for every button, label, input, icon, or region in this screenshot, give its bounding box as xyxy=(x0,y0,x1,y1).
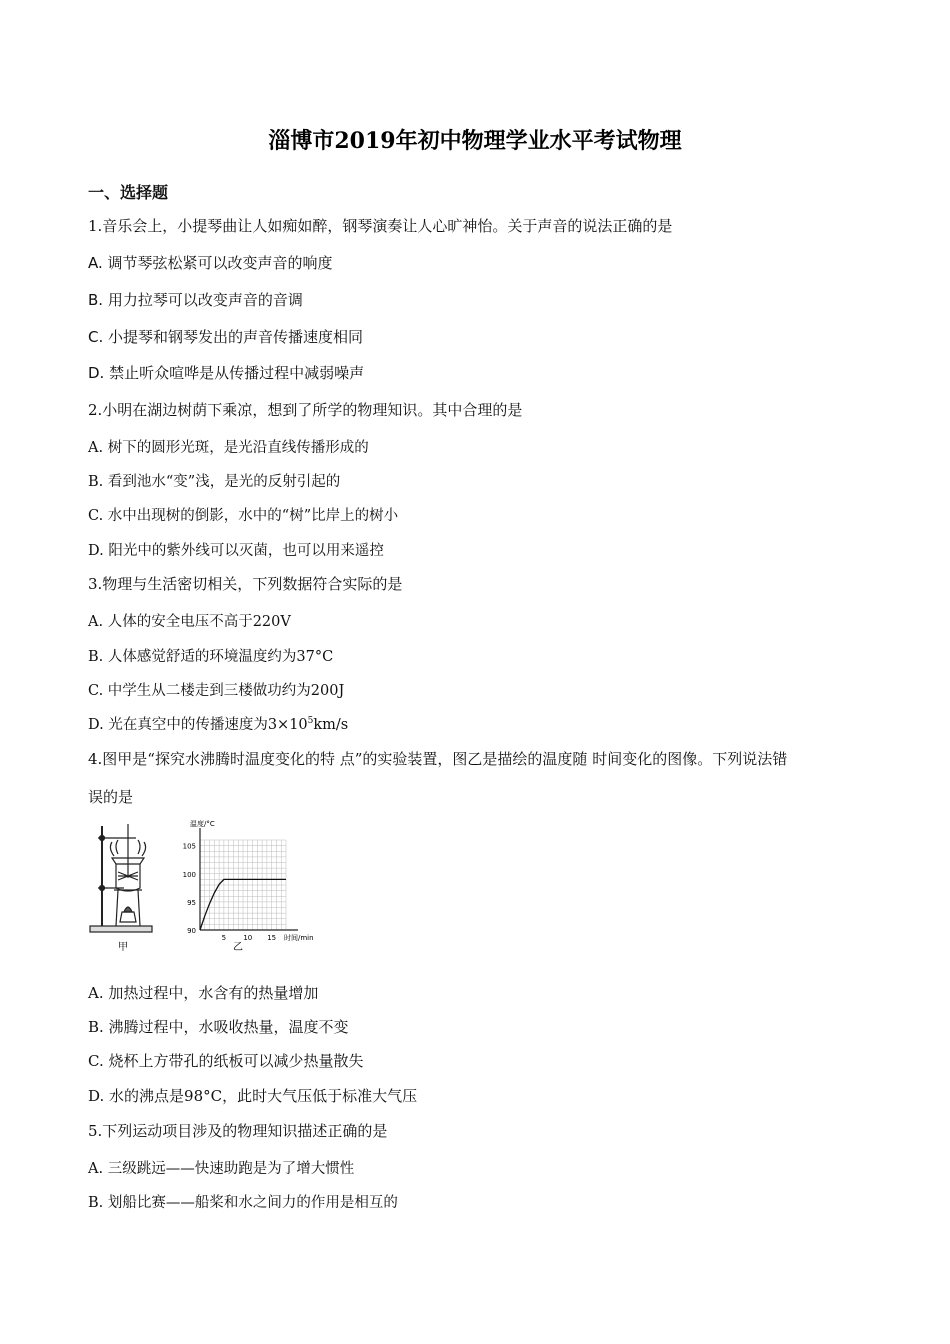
y-tick-label: 100 xyxy=(182,870,196,879)
question-5-stem: 5.下列运动项目涉及的物理知识描述正确的是 xyxy=(88,1122,388,1140)
q3-option-a: A. 人体的安全电压不高于220V xyxy=(88,614,291,630)
q5-option-a: A. 三级跳远——快速助跑是为了增大惯性 xyxy=(88,1161,355,1177)
stand-leg-left xyxy=(116,890,118,926)
y-tick-label: 105 xyxy=(182,842,196,851)
page-title: 淄博市2019年初中物理学业水平考试物理 xyxy=(268,128,682,154)
question-2-stem: 2.小明在湖边树荫下乘凉，想到了所学的物理知识。其中合理的是 xyxy=(88,401,523,419)
apparatus-base xyxy=(90,926,152,932)
q3-option-d-suffix: km/s xyxy=(313,717,349,733)
stand-leg-right xyxy=(138,890,140,926)
q4-option-d: D. 水的沸点是98°C，此时大气压低于标准大气压 xyxy=(88,1087,418,1105)
x-axis-label: 时间/min xyxy=(284,934,314,942)
q1-option-c: C. 小提琴和钢琴发出的声音传播速度相同 xyxy=(88,328,364,346)
q1-option-d: D. 禁止听众喧哗是从传播过程中减弱噪声 xyxy=(88,364,365,382)
y-tick-label: 95 xyxy=(187,898,196,907)
q3-option-d-prefix: D. 光在真空中的传播速度为3×10 xyxy=(88,717,308,733)
flame xyxy=(124,907,132,912)
label-yi: 乙 xyxy=(233,942,243,953)
q2-option-b: B. 看到池水“变”浅，是光的反射引起的 xyxy=(88,474,341,490)
section-heading: 一、选择题 xyxy=(88,183,169,202)
q3-option-b: B. 人体感觉舒适的环境温度约为37°C xyxy=(88,649,334,665)
figure-svg xyxy=(88,818,320,958)
q4-option-c: C. 烧杯上方带孔的纸板可以减少热量散失 xyxy=(88,1052,364,1070)
y-axis-label: 温度/°C xyxy=(190,820,215,828)
question-3-stem: 3.物理与生活密切相关，下列数据符合实际的是 xyxy=(88,575,403,593)
x-tick-label: 5 xyxy=(221,934,227,942)
question-4-stem-line1: 4.图甲是“探究水沸腾时温度变化的特 点”的实验装置，图乙是描绘的温度随 时间变化的图像。下列说法错 xyxy=(88,750,788,768)
y-tick-label: 90 xyxy=(187,927,196,935)
alcohol-lamp xyxy=(120,912,136,922)
question-4-figure xyxy=(88,818,320,958)
q2-option-c: C. 水中出现树的倒影，水中的“树”比岸上的树小 xyxy=(88,508,399,524)
question-4-stem-line2: 误的是 xyxy=(88,788,134,806)
x-tick-label: 10 xyxy=(243,934,253,942)
q3-option-d xyxy=(88,713,348,734)
label-jia: 甲 xyxy=(118,942,128,953)
temperature-chart xyxy=(183,819,314,953)
q4-option-a: A. 加热过程中，水含有的热量增加 xyxy=(88,984,319,1002)
clamp-knob-lower xyxy=(100,886,105,891)
apparatus-drawing xyxy=(90,824,152,932)
q1-option-b: B. 用力拉琴可以改变声音的音调 xyxy=(88,291,303,309)
clamp-knob-upper xyxy=(100,836,105,841)
x-tick-label: 15 xyxy=(267,934,277,942)
q1-option-a: A. 调节琴弦松紧可以改变声音的响度 xyxy=(88,254,333,272)
q5-option-b: B. 划船比赛——船桨和水之间力的作用是相互的 xyxy=(88,1195,398,1211)
q2-option-d: D. 阳光中的紫外线可以灭菌，也可以用来遥控 xyxy=(88,543,384,559)
q4-option-b: B. 沸腾过程中，水吸收热量，温度不变 xyxy=(88,1018,349,1036)
q2-option-a: A. 树下的圆形光斑，是光沿直线传播形成的 xyxy=(88,440,369,456)
q3-option-c: C. 中学生从二楼走到三楼做功约为200J xyxy=(88,683,345,699)
question-1-stem: 1.音乐会上，小提琴曲让人如痴如醉，钢琴演奏让人心旷神怡。关于声音的说法正确的是 xyxy=(88,217,673,235)
q3-option-d-exponent: 5 xyxy=(307,716,314,727)
